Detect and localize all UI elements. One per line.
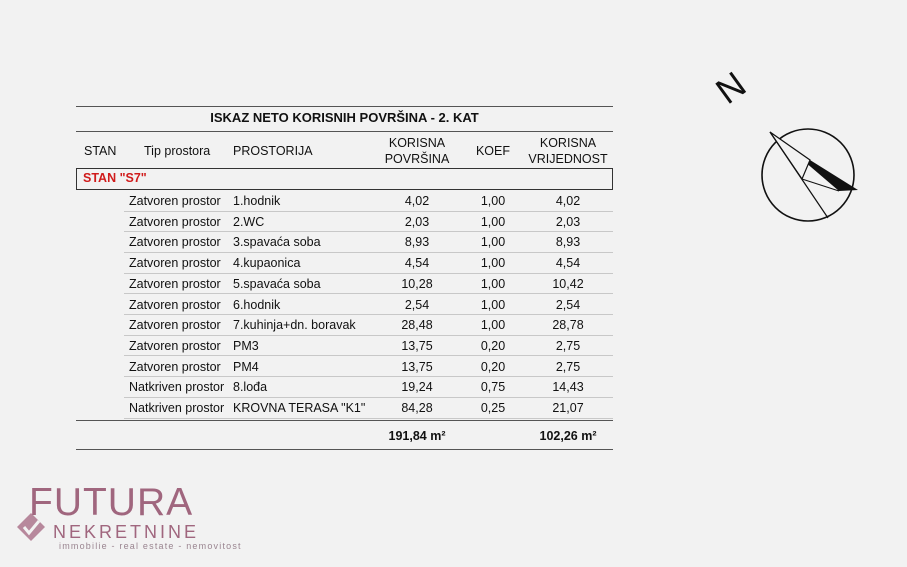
row-divider (124, 418, 613, 419)
header-korisna-vrijednost-line1: KORISNA (539, 136, 597, 150)
table-row (76, 315, 613, 336)
cell-prostorija: 5.spavaća soba (233, 276, 321, 291)
cell-vrijednost: 8,93 (555, 235, 581, 250)
cell-tip: Zatvoren prostor (129, 235, 221, 250)
cell-vrijednost: 2,75 (555, 359, 581, 374)
cell-prostorija: PM4 (233, 359, 259, 374)
cell-povrsina: 8,93 (404, 235, 430, 250)
table-row (76, 377, 613, 398)
north-letter-text: N (708, 63, 754, 112)
cell-tip: Zatvoren prostor (129, 359, 221, 374)
cell-koef: 0,25 (480, 401, 506, 415)
cell-tip: Zatvoren prostor (129, 297, 221, 312)
cell-prostorija: 6.hodnik (233, 297, 281, 312)
logo-wordmark: FUTURA (29, 481, 194, 524)
table-row (76, 398, 613, 419)
cell-povrsina: 13,75 (401, 338, 433, 353)
header-korisna-povrsina-line2: POVRŠINA (384, 152, 450, 166)
total-povrsina: 191,84 m² (388, 429, 446, 443)
table-row (76, 191, 613, 212)
cell-tip: Zatvoren prostor (129, 276, 221, 291)
cell-koef: 0,20 (480, 338, 506, 353)
table-bottom-rule (76, 449, 613, 450)
logo-subtitle: NEKRETNINE (53, 522, 200, 542)
cell-koef: 1,00 (480, 194, 506, 208)
total-vrijednost: 102,26 m² (539, 429, 597, 443)
cell-povrsina: 84,28 (401, 401, 433, 415)
cell-povrsina: 4,02 (404, 194, 430, 208)
cell-prostorija: 3.spavaća soba (233, 235, 321, 250)
cell-povrsina: 4,54 (404, 256, 430, 271)
table-row (76, 336, 613, 357)
cell-tip: Zatvoren prostor (129, 338, 221, 353)
cell-prostorija: 8.lođa (233, 380, 268, 395)
cell-tip: Natkriven prostor (129, 401, 225, 415)
table-row (76, 274, 613, 295)
cell-koef: 1,00 (480, 318, 506, 333)
header-korisna-povrsina-line1: KORISNA (388, 136, 446, 150)
stan-section-box (76, 168, 613, 190)
table-row (76, 253, 613, 274)
cell-koef: 1,00 (480, 214, 506, 229)
header-tip: Tip prostora (144, 144, 211, 158)
table-title: ISKAZ NETO KORISNIH POVRŠINA - 2. KAT (210, 110, 479, 125)
cell-povrsina: 2,03 (404, 214, 430, 229)
cell-povrsina: 28,48 (401, 318, 433, 333)
cell-tip: Zatvoren prostor (129, 194, 221, 208)
title-rule (76, 131, 613, 132)
header-korisna-povrsina (376, 135, 458, 167)
stan-label: STAN "S7" (83, 171, 147, 185)
table-row (76, 232, 613, 253)
header-stan: STAN (84, 144, 117, 158)
cell-vrijednost: 4,02 (555, 194, 581, 208)
cell-vrijednost: 2,75 (555, 338, 581, 353)
cell-prostorija: KROVNA TERASA "K1" (233, 401, 366, 415)
cell-vrijednost: 21,07 (552, 401, 584, 415)
cell-prostorija: PM3 (233, 338, 259, 353)
cell-tip: Zatvoren prostor (129, 318, 221, 333)
cell-koef: 0,75 (480, 380, 506, 395)
cell-tip: Zatvoren prostor (129, 214, 221, 229)
cell-vrijednost: 2,54 (555, 297, 581, 312)
cell-povrsina: 2,54 (404, 297, 430, 312)
total-rule (76, 420, 613, 421)
header-korisna-vrijednost (528, 135, 608, 167)
table-row (76, 212, 613, 233)
cell-vrijednost: 2,03 (555, 214, 581, 229)
cell-vrijednost: 10,42 (552, 276, 584, 291)
cell-tip: Zatvoren prostor (129, 256, 221, 271)
cell-koef: 1,00 (480, 276, 506, 291)
cell-tip: Natkriven prostor (129, 380, 225, 395)
header-korisna-vrijednost-line2: VRIJEDNOST (528, 152, 608, 166)
cell-vrijednost: 14,43 (552, 380, 584, 395)
cell-prostorija: 4.kupaonica (233, 256, 301, 271)
cell-koef: 1,00 (480, 297, 506, 312)
cell-koef: 1,00 (480, 256, 506, 271)
cell-povrsina: 10,28 (401, 276, 433, 291)
table-row (76, 295, 613, 316)
cell-prostorija: 1.hodnik (233, 194, 281, 208)
table-top-rule (76, 106, 613, 107)
cell-koef: 1,00 (480, 235, 506, 250)
table-row (76, 357, 613, 378)
cell-prostorija: 7.kuhinja+dn. boravak (233, 318, 356, 333)
cell-prostorija: 2.WC (233, 214, 265, 229)
cell-povrsina: 13,75 (401, 359, 433, 374)
cell-povrsina: 19,24 (401, 380, 433, 395)
compass-icon (755, 127, 863, 228)
cell-koef: 0,20 (480, 359, 506, 374)
cell-vrijednost: 28,78 (552, 318, 584, 333)
cell-vrijednost: 4,54 (555, 256, 581, 271)
header-prostorija: PROSTORIJA (233, 144, 313, 158)
north-letter (703, 63, 759, 118)
header-koef: KOEF (475, 144, 511, 158)
logo-tagline: immobilie - real estate - nemovitost (59, 541, 242, 551)
